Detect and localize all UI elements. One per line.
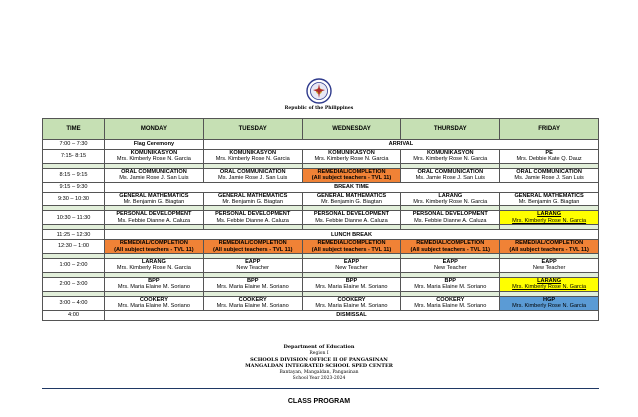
subject: EAPP	[442, 259, 458, 266]
teacher: Mrs. Maria Elaine M. Soriano	[414, 284, 487, 291]
teacher: Mrs. Maria Elaine M. Soriano	[315, 284, 388, 291]
remedial-cell	[401, 240, 500, 254]
subject: REMEDIAL/COMPLETION	[416, 240, 485, 247]
break-cell: BREAK TIME	[105, 182, 599, 192]
subject: LARANG	[141, 259, 166, 266]
table-row	[43, 150, 599, 164]
remedial-cell	[500, 240, 599, 254]
time-cell: 12:30 – 1:00	[43, 240, 105, 254]
class-cell	[105, 192, 204, 206]
subject: KOMUNIKASYON	[426, 150, 474, 156]
subject: COOKERY	[139, 296, 168, 303]
time-cell: 7:00 – 7:30	[43, 140, 105, 150]
remedial-cell	[302, 168, 401, 182]
class-cell	[203, 192, 302, 206]
footer-deped: Department of Education	[283, 344, 355, 350]
col-header: MONDAY	[105, 119, 204, 140]
remedial-cell	[105, 240, 204, 254]
teacher: Ms. Febbie Dianne A. Caluza	[216, 217, 289, 224]
republic-text: Republic of the Philippines	[284, 106, 354, 111]
teacher: (All subject teachers - TVL 11)	[311, 246, 392, 253]
subject: BPP	[444, 277, 457, 284]
remedial-cell	[203, 240, 302, 254]
subject: ORAL COMMUNICATION	[219, 168, 286, 175]
table-row	[43, 230, 599, 240]
class-cell	[401, 192, 500, 206]
teacher: Ms. Febbie Dianne A. Caluza	[315, 217, 388, 224]
class-cell	[302, 296, 401, 310]
table-row	[43, 182, 599, 192]
col-header: FRIDAY	[500, 119, 599, 140]
teacher: New Teacher	[532, 265, 566, 272]
teacher: Ms. Febbie Dianne A. Caluza	[117, 217, 191, 224]
subject: PERSONAL DEVELOPMENT	[116, 211, 192, 218]
subject: ORAL COMMUNICATION	[516, 168, 582, 175]
dismissal-cell: DISMISSAL	[105, 310, 599, 320]
subject: LARANG	[537, 211, 562, 218]
teacher: Mr. Benjamin G. Biagtan	[222, 199, 284, 206]
subject: PERSONAL DEVELOPMENT	[313, 211, 390, 218]
class-cell	[401, 211, 500, 225]
table-row	[43, 140, 599, 150]
larang-highlight-cell	[500, 211, 599, 225]
class-cell	[105, 150, 204, 164]
subject: PERSONAL DEVELOPMENT	[412, 211, 488, 218]
teacher: (All subject teachers - TVL 11)	[114, 246, 194, 253]
footer-school: MANGALDAN INTEGRATED SCHOOL SPED CENTER	[245, 363, 393, 369]
subject: REMEDIAL/COMPLETION	[119, 240, 188, 247]
class-cell	[302, 259, 401, 273]
time-cell: 3:00 – 4:00	[43, 296, 105, 310]
teacher: Ms. Jamie Rose J. San Luis	[218, 175, 288, 182]
teacher: (All subject teachers - TVL 11)	[212, 246, 293, 253]
teacher: Ms. Jamie Rose J. San Luis	[415, 175, 485, 182]
class-cell	[500, 168, 599, 182]
class-cell	[500, 192, 599, 206]
larang-highlight-cell	[500, 277, 599, 291]
teacher: Mr. Benjamin G. Biagtan	[518, 199, 580, 206]
subject: PERSONAL DEVELOPMENT	[215, 211, 291, 218]
teacher: Ms. Jamie Rose J. San Luis	[514, 175, 584, 182]
teacher: Mrs. Kimberly Rose N. Garcia	[512, 303, 587, 310]
subject: BPP	[148, 277, 160, 284]
col-header: TUESDAY	[203, 119, 302, 140]
class-cell	[105, 211, 204, 225]
class-cell	[203, 211, 302, 225]
teacher: (All subject teachers - TVL 11)	[311, 175, 392, 182]
subject: COOKERY	[436, 296, 465, 303]
remedial-cell	[302, 240, 401, 254]
subject: GENERAL MATHEMATICS	[514, 192, 584, 199]
divider	[42, 388, 599, 389]
time-cell: 9:30 – 10:30	[43, 192, 105, 206]
table-row	[43, 296, 599, 310]
teacher: Mrs. Kimberly Rose N. Garcia	[116, 156, 191, 163]
footer-school-year: School Year 2023-2024	[292, 376, 346, 381]
footer-address: Bantayan, Mangaldan, Pangasinan	[279, 370, 359, 375]
class-cell	[203, 259, 302, 273]
teacher: Ms. Febbie Dianne A. Caluza	[414, 217, 487, 224]
teacher: Mrs. Maria Elaine M. Soriano	[117, 284, 190, 291]
class-cell	[105, 296, 204, 310]
subject: GENERAL MATHEMATICS	[218, 192, 288, 199]
time-cell: 11:25 – 12:30	[43, 230, 105, 240]
class-cell	[105, 168, 204, 182]
teacher: Mrs. Debbie Kate Q. Dauz	[516, 156, 582, 163]
teacher: New Teacher	[236, 265, 269, 272]
teacher: Mrs. Kimberly Rose N. Garcia	[116, 265, 191, 272]
teacher: Mrs. Kimberly Rose N. Garcia	[215, 156, 290, 163]
time-cell: 7:15- 8:15	[43, 150, 105, 164]
subject: GENERAL MATHEMATICS	[316, 192, 387, 199]
class-cell	[203, 168, 302, 182]
subject: KOMUNIKASYON	[229, 150, 276, 156]
subject: KOMUNIKASYON	[328, 150, 375, 156]
class-cell	[302, 150, 401, 164]
teacher: Mr. Benjamin G. Biagtan	[123, 199, 185, 206]
teacher: Mrs. Maria Elaine M. Soriano	[216, 284, 289, 291]
subject: GENERAL MATHEMATICS	[119, 192, 189, 199]
class-cell	[401, 168, 500, 182]
teacher: (All subject teachers - TVL 11)	[410, 246, 491, 253]
teacher: Mrs. Kimberly Rose N. Garcia	[512, 284, 587, 291]
class-cell	[401, 296, 500, 310]
class-cell	[302, 211, 401, 225]
subject: ORAL COMMUNICATION	[121, 168, 187, 175]
class-schedule-table	[42, 118, 599, 321]
subject: REMEDIAL/COMPLETION	[515, 240, 584, 247]
time-cell: 9:15 – 9:30	[43, 182, 105, 192]
table-row	[43, 310, 599, 320]
subject: REMEDIAL/COMPLETION	[218, 240, 287, 247]
subject: EAPP	[245, 259, 261, 266]
teacher: Mrs. Kimberly Rose N. Garcia	[413, 199, 488, 206]
subject: COOKERY	[238, 296, 267, 303]
footer-region: Region I	[309, 351, 329, 356]
arrival-cell: ARRIVAL	[203, 140, 598, 150]
subject: LARANG	[537, 277, 562, 284]
deped-seal-icon	[306, 78, 332, 104]
subject: KOMUNIKASYON	[130, 150, 178, 156]
subject: COOKERY	[337, 296, 366, 303]
class-cell	[302, 192, 401, 206]
subject: REMEDIAL/COMPLETION	[317, 240, 386, 247]
table-row	[43, 192, 599, 206]
subject: EAPP	[343, 259, 360, 266]
col-header: TIME	[43, 119, 105, 140]
teacher: (All subject teachers - TVL 11)	[509, 246, 589, 253]
subject: EAPP	[541, 259, 557, 266]
subject: BPP	[345, 277, 358, 284]
teacher: Mrs. Maria Elaine M. Soriano	[414, 303, 487, 310]
class-cell	[500, 259, 599, 273]
class-cell	[500, 150, 599, 164]
flag-ceremony-cell: Flag Ceremony	[105, 140, 204, 150]
subject: PE	[545, 150, 553, 156]
teacher: Mrs. Kimberly Rose N. Garcia	[413, 156, 488, 163]
footer-division: SCHOOLS DIVISION OFFICE II OF PANGASINAN	[250, 357, 388, 363]
time-cell: 2:00 – 3:00	[43, 277, 105, 291]
class-cell	[203, 150, 302, 164]
page-title: CLASS PROGRAM	[287, 398, 351, 405]
col-header: WEDNESDAY	[302, 119, 401, 140]
class-cell	[203, 277, 302, 291]
col-header: THURSDAY	[401, 119, 500, 140]
teacher: Mrs. Kimberly Rose N. Garcia	[314, 156, 389, 163]
subject: BPP	[246, 277, 259, 284]
table-row	[43, 240, 599, 254]
teacher: New Teacher	[335, 265, 368, 272]
hgp-highlight-cell	[500, 296, 599, 310]
teacher: New Teacher	[434, 265, 467, 272]
teacher: Mrs. Kimberly Rose N. Garcia	[512, 217, 587, 224]
header-row	[43, 119, 599, 140]
teacher: Mrs. Maria Elaine M. Soriano	[216, 303, 289, 310]
time-cell: 4:00	[43, 310, 105, 320]
class-cell	[401, 277, 500, 291]
class-cell	[203, 296, 302, 310]
class-cell	[401, 259, 500, 273]
subject: REMEDIAL/COMPLETION	[317, 168, 386, 175]
teacher: Mrs. Maria Elaine M. Soriano	[315, 303, 388, 310]
table-row	[43, 211, 599, 225]
time-cell: 8:15 – 9:15	[43, 168, 105, 182]
class-cell	[302, 277, 401, 291]
lunch-cell: LUNCH BREAK	[105, 230, 599, 240]
time-cell: 10:30 – 11:30	[43, 211, 105, 225]
table-row	[43, 259, 599, 273]
subject: LARANG	[438, 192, 463, 199]
subject: ORAL COMMUNICATION	[417, 168, 484, 175]
subject: HGP	[543, 296, 556, 303]
teacher: Mrs. Maria Elaine M. Soriano	[117, 303, 190, 310]
class-cell	[401, 150, 500, 164]
table-row	[43, 277, 599, 291]
teacher: Ms. Jamie Rose J. San Luis	[119, 175, 189, 182]
table-row	[43, 168, 599, 182]
time-cell: 1:00 – 2:00	[43, 259, 105, 273]
class-cell	[105, 259, 204, 273]
class-cell	[105, 277, 204, 291]
teacher: Mr. Benjamin G. Biagtan	[321, 199, 382, 206]
